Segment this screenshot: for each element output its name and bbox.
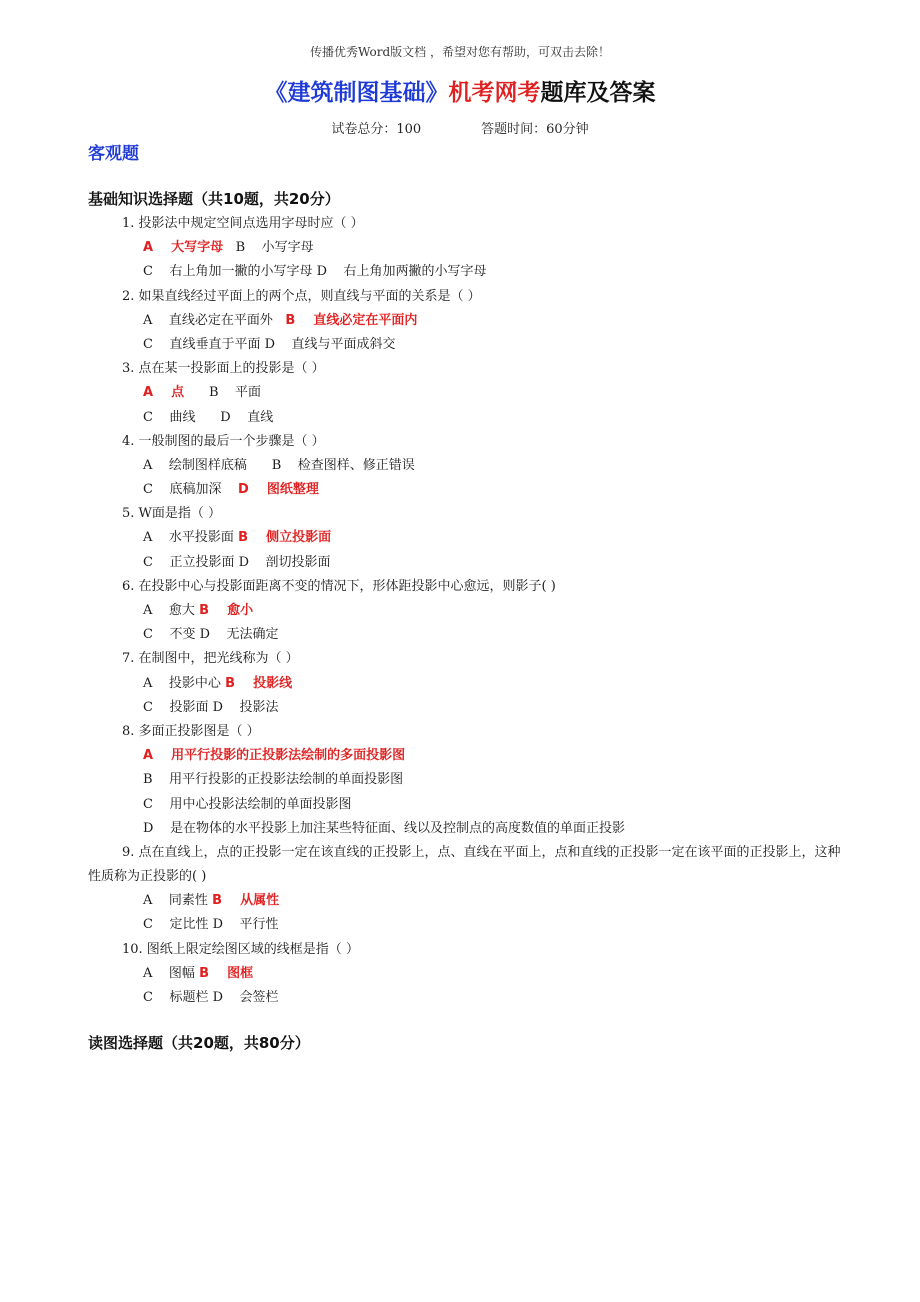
correct-answer: B 侧立投影面: [238, 530, 332, 546]
option-line: [88, 623, 848, 647]
question-list: [88, 212, 848, 1010]
option-line: [88, 309, 848, 333]
title-part-bank: 题库及答案: [540, 80, 656, 106]
option-text: A 绘制图样底稿 B 检查图样、修正错误: [143, 457, 415, 473]
question-stem: 1. 投影法中规定空间点选用字母时应（ ）: [122, 216, 364, 231]
option-text: D 是在物体的水平投影上加注某些特征面、线以及控制点的高度数值的单面正投影: [143, 820, 625, 836]
correct-answer: B 图框: [199, 965, 254, 981]
exam-meta: [0, 118, 920, 137]
option-text: A 直线必定在平面外: [143, 312, 286, 328]
option-text: C 标题栏 D 会签栏: [143, 990, 279, 1006]
question-stem: 7. 在制图中，把光线称为（ ）: [122, 651, 299, 667]
option-line: [88, 406, 848, 430]
question-item: [88, 938, 848, 1011]
section-objective: 客观题: [88, 144, 139, 164]
correct-answer: A 用平行投影的正投影法绘制的多面投影图: [143, 748, 406, 764]
option-text: B 小写字母: [223, 240, 314, 256]
option-line: [88, 599, 848, 623]
banner-text: 传播优秀Word版文档 ，希望对您有帮助，可双击去除！: [310, 45, 610, 59]
question-item: [88, 720, 848, 841]
option-line: [88, 696, 848, 720]
question-stem: 8. 多面正投影图是（ ）: [122, 723, 260, 739]
option-line: [88, 889, 848, 913]
option-text: C 直线垂直于平面 D 直线与平面成斜交: [143, 336, 396, 352]
question-stem: 3. 点在某一投影面上的投影是（ ）: [122, 361, 325, 377]
question-stem: 4. 一般制图的最后一个步骤是（ ）: [122, 433, 325, 449]
option-text: A 水平投影面: [143, 530, 239, 546]
option-line: [88, 333, 848, 357]
option-line: [88, 381, 848, 405]
correct-answer: B 愈小: [199, 603, 254, 618]
option-text: C 曲线 D 直线: [143, 409, 274, 425]
option-line: [88, 768, 848, 792]
question-item: [88, 285, 848, 358]
option-line: [88, 744, 848, 768]
correct-answer: A 点: [143, 385, 185, 401]
option-line: [88, 793, 848, 817]
correct-answer: A 大写字母: [143, 240, 224, 256]
question-item: [88, 357, 848, 430]
question-item: [88, 212, 848, 285]
question-item: [88, 647, 848, 720]
option-text: B 平面: [184, 385, 262, 401]
question-item: [88, 575, 848, 648]
option-text: B 用平行投影的正投影法绘制的单面投影图: [143, 772, 404, 788]
total-score: 试卷总分：100: [331, 122, 422, 137]
document-title: [0, 74, 920, 107]
question-stem: 9. 点在直线上，点的正投影一定在该直线的正投影上，点、直线在平面上，点和直线的正投影一定在该平面的正投影上，这种性质称为正投影的( ): [88, 844, 841, 885]
option-text: A 投影中心: [143, 675, 226, 691]
option-line: [88, 526, 848, 550]
question-stem: 5. W面是指（ ）: [122, 506, 222, 522]
option-line: [88, 962, 848, 986]
question-item: [88, 502, 848, 575]
title-part-exam: 机考网考: [448, 80, 541, 106]
question-item: [88, 430, 848, 503]
section-reading-heading: 读图选择题（共20题，共80分）: [88, 1034, 310, 1052]
option-line: [88, 454, 848, 478]
option-text: C 用中心投影法绘制的单面投影图: [143, 796, 352, 812]
option-line: [88, 551, 848, 575]
question-stem: 10. 图纸上限定绘图区域的线框是指（ ）: [122, 941, 359, 957]
option-line: [88, 478, 848, 502]
option-text: C 右上角加一撇的小写字母 D 右上角加两撇的小写字母: [143, 264, 487, 280]
option-line: [88, 672, 848, 696]
exam-time: 答题时间：60分钟: [481, 122, 589, 137]
option-line: [88, 913, 848, 937]
question-item: [88, 841, 848, 938]
option-text: A 图幅: [143, 965, 200, 981]
option-text: C 投影面 D 投影法: [143, 699, 279, 715]
title-part-course: 《建筑制图基础》: [264, 80, 449, 106]
option-text: C 正立投影面 D 剖切投影面: [143, 554, 331, 570]
option-line: [88, 236, 848, 260]
correct-answer: B 从属性: [212, 893, 280, 909]
option-text: C 不变 D 无法确定: [143, 627, 279, 643]
correct-answer: B 直线必定在平面内: [285, 312, 418, 328]
option-line: [88, 260, 848, 284]
option-text: C 定比性 D 平行性: [143, 917, 279, 933]
question-stem: 2. 如果直线经过平面上的两个点，则直线与平面的关系是（ ）: [122, 288, 481, 304]
correct-answer: B 投影线: [225, 675, 293, 691]
option-line: [88, 986, 848, 1010]
section-basic-heading: 基础知识选择题（共10题，共20分）: [88, 190, 340, 208]
option-text: A 同素性: [143, 893, 213, 909]
option-text: A 愈大: [143, 603, 200, 618]
option-line: [88, 817, 848, 841]
question-stem: 6. 在投影中心与投影面距离不变的情况下，形体距投影中心愈远，则影子( ): [122, 578, 556, 594]
option-text: C 底稿加深: [143, 482, 239, 498]
correct-answer: D 图纸整理: [238, 482, 319, 498]
